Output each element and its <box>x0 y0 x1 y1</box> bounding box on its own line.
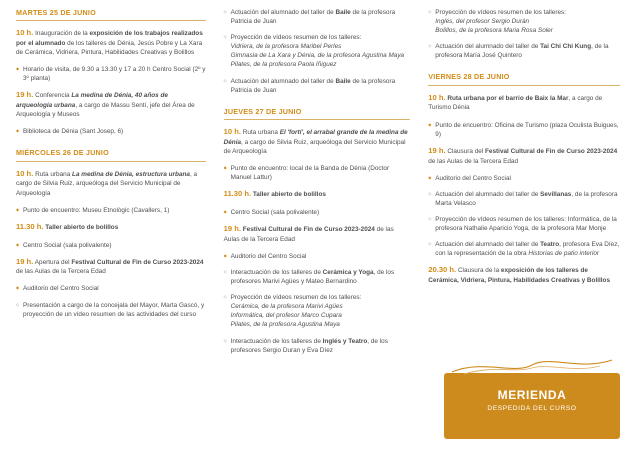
schedule-entry <box>16 257 206 277</box>
day-heading: VIERNES 28 DE JUNIO <box>428 72 510 82</box>
day-block-jueves <box>224 107 411 355</box>
schedule-entry <box>224 127 411 156</box>
day-heading: JUEVES 27 DE JUNIO <box>223 106 302 116</box>
entry-sub-bullet <box>428 190 620 208</box>
continuation-block <box>428 8 620 60</box>
entry-bold: La medina de Dénia, 40 años de arqueología urbana <box>16 92 168 110</box>
entry-lead: Inauguración de la <box>35 30 90 38</box>
entry-bold: Festival Cultural de Fin de Curso 2023-2024 <box>242 226 375 233</box>
merienda-callout <box>444 373 620 439</box>
entry-bullet: ◆ Punto de encuentro: local de la Banda de Dénia (Doctor Manuel Lattur) <box>224 164 411 182</box>
entry-lead: Ruta urbana <box>35 170 73 178</box>
entry-bold: El 'fortí', el arrabal grande de la medina de Dénia <box>223 128 408 146</box>
entry-time: 19 h. <box>223 224 241 233</box>
workshop-line: Gimnasia de La Xara y Dénia, de la profesora Agustina Maya <box>230 52 405 60</box>
entry-bullet: ◆ Centro Social (sala polivalente) <box>16 241 206 250</box>
entry-bold: exposición de los talleres de Cerámica, Vidriera, Pintura, Habilidades Creativas y Bolillos <box>428 267 611 285</box>
day-block-miercoles <box>16 148 206 318</box>
entry-time: 19 h. <box>16 256 34 266</box>
sub-text: Proyección de vídeos resumen de los talleres: <box>230 294 362 302</box>
entry-tail: , a cargo de Turismo Dénia <box>428 94 603 112</box>
entry-sub-bullet <box>428 240 620 258</box>
workshop-line: Pilates, de la profesora Agustina Maya <box>230 321 340 329</box>
entry-bullet: ◆ Auditorio del Centro Social <box>428 174 620 183</box>
sub-bold: Baile <box>335 9 351 16</box>
sub-text: Proyección de vídeos resumen de los talleres: <box>230 34 362 42</box>
sub-bold: Sevillanas <box>540 190 572 198</box>
merienda-title: MERIENDA <box>497 388 567 402</box>
entry-tail: , a cargo de Silvia Ruiz, arqueóloga del Servicio Municipal de Arqueología <box>16 170 198 197</box>
workshop-line: Vidriera, de la profesora Maribel Perles <box>230 43 342 51</box>
column-1 <box>10 8 215 443</box>
entry-tail: de los talleres de Dénia, Jesús Pobre y La Xara de Cerámica, Vidriera, Pintura, Habilidades Creativas y Bolillos <box>16 40 203 57</box>
entry-sub-bullet <box>224 293 411 329</box>
sub-lead: Actuación del alumnado del taller de <box>435 43 541 51</box>
schedule-entry <box>224 224 411 244</box>
entry-lead: Conferencia <box>35 92 72 100</box>
entry-lead: Clausura de la <box>457 267 501 275</box>
entry-bold: Ruta urbana por el barrio de Baix la Mar <box>447 94 569 102</box>
divider <box>16 161 206 162</box>
entry-lead: Apertura del <box>34 258 72 266</box>
entry-bold: Festival Cultural de Fin de Curso 2023-2024 <box>485 147 618 155</box>
schedule-entry <box>224 189 411 200</box>
workshop-line: Inglés, del profesor Sergio Durán <box>435 18 530 26</box>
merienda-subtitle: DESPEDIDA DEL CURSO <box>487 405 577 412</box>
schedule-entry <box>428 93 620 113</box>
entry-sub-bullet <box>224 33 411 69</box>
divider <box>224 119 411 120</box>
entry-tail: , a cargo de Massu Sentí, jefe del Área de Arqueología y Museos <box>16 102 195 119</box>
continuation-block <box>224 8 411 95</box>
entry-time: 10 h. <box>428 92 446 102</box>
entry-sub-bullet <box>428 8 620 35</box>
sub-lead: Actuación del alumnado del taller de <box>230 77 336 85</box>
day-block-viernes <box>428 72 620 285</box>
sub-bold: Cerámica y Yoga <box>322 268 374 276</box>
sub-tail: , de los profesores Sergio Duran y Eva Díez <box>230 337 388 354</box>
workshop-line: Pilates, de la profesora Paola Iñiguez <box>230 61 337 69</box>
entry-sub-bullet: ◇ Proyección de vídeos resumen de los talleres: Informática, de la profesora Nathalie Aparicio Yoga, de la profesora Mar Monje <box>428 215 620 233</box>
entry-bullet: ◆ Centro Social (sala polivalente) <box>224 208 411 217</box>
sub-lead: Actuación del alumnado del taller de <box>435 190 541 198</box>
entry-sub-bullet <box>224 77 411 95</box>
entry-sub-bullet: ◇ Presentación a cargo de la concejala del Mayor, Marta Gascó, y proyección de un vídeo resumen de las actividades del curso <box>16 301 206 319</box>
entry-bold: Taller abierto de bolillos <box>252 191 326 199</box>
schedule-entry <box>16 28 206 57</box>
day-block-martes <box>16 8 206 136</box>
sub-text: Proyección de vídeos resumen de los talleres: <box>435 9 567 16</box>
entry-bullet: ◆ Punto de encuentro: Oficina de Turismo (plaza Oculista Buigues, 9) <box>428 121 620 139</box>
sub-tail: de la profesora Patricia de Juan <box>230 9 396 26</box>
workshop-line: Informática, del profesor Marco Cupara <box>230 312 342 320</box>
entry-time: 19 h. <box>428 145 446 155</box>
entry-tail: de las Aulas de la Tercera Edad <box>428 157 519 165</box>
column-2 <box>215 8 420 443</box>
entry-bold: Taller abierto de bolillos <box>45 223 119 231</box>
schedule-entry <box>16 90 206 119</box>
entry-time: 11.30 h. <box>223 189 252 199</box>
entry-time: 11.30 h. <box>16 221 44 231</box>
entry-time: 10 h. <box>16 28 34 38</box>
sub-lead: Actuación del alumnado del taller de <box>435 241 541 249</box>
schedule-entry <box>428 265 620 285</box>
entry-sub-bullet <box>428 42 620 60</box>
sub-lead: Interactuación de los talleres de <box>230 268 323 276</box>
workshop-line: Bolillos, de la profesora Maria Rosa Soler <box>435 27 553 35</box>
entry-tail: , a cargo de Silvia Ruiz, arqueóloga del Servicio Municipal de Arqueología <box>223 138 406 155</box>
sub-bold: Inglés y Teatro <box>322 337 368 345</box>
sub-tail: , de la profesora Marta Velasco <box>435 190 618 207</box>
entry-sub-bullet <box>224 8 411 26</box>
schedule-entry <box>16 169 206 198</box>
sub-tail: de la profesora Patricia de Juan <box>230 77 396 94</box>
sub-tail: , profesora Eva Díez, con la representación de la obra <box>435 241 620 258</box>
sub-bold: Tai Chi Chi Kung <box>540 43 592 51</box>
entry-time: 10 h. <box>223 126 241 136</box>
sub-tail: , de los profesores Marivi Agües y Mateo Bernardino <box>230 268 395 286</box>
entry-time: 20.30 h. <box>428 265 457 275</box>
entry-bullet: ◆ Auditorio del Centro Social <box>224 252 411 261</box>
entry-bold: La medina de Dénia, estructura urbana <box>72 170 190 178</box>
day-heading: MARTES 25 DE JUNIO <box>16 8 96 17</box>
sub-italic: Historias de patio interior <box>528 250 600 258</box>
sub-bold: Teatro <box>540 241 560 249</box>
entry-bold: Festival Cultural de Fin de Curso 2023-2024 <box>71 258 204 266</box>
entry-sub-bullet <box>224 337 411 355</box>
entry-time: 10 h. <box>16 168 34 178</box>
entry-bullet: ◆ Auditorio del Centro Social <box>16 284 206 293</box>
entry-tail: de las Aulas de la Tercera Edad <box>223 226 394 243</box>
entry-tail: de las Aulas de la Tercera Edad <box>16 268 106 276</box>
entry-bullet: ◆ Punto de encuentro: Museu Etnològic (Cavallers, 1) <box>16 206 206 215</box>
sub-lead: Interactuación de los talleres de <box>230 337 323 345</box>
sub-bold: Baile <box>335 77 351 85</box>
schedule-entry <box>428 146 620 166</box>
workshop-line: Cerámica, de la profesora Marivi Agües <box>230 303 343 311</box>
entry-bullet: ◆ Horario de visita, de 9.30 a 13.30 y 17 a 20 h Centro Social (2º y 3º planta) <box>16 65 206 83</box>
entry-bold: exposición de los trabajos realizados por el alumnado <box>16 30 203 47</box>
sub-tail: , de la profesora María José Quintero <box>435 43 609 60</box>
schedule-entry <box>16 222 206 233</box>
entry-lead: Clausura del <box>447 147 486 155</box>
entry-time: 19 h. <box>16 90 34 100</box>
entry-sub-bullet <box>224 268 411 286</box>
entry-lead: Ruta urbana <box>242 128 280 136</box>
divider <box>428 85 620 86</box>
divider <box>16 20 206 21</box>
entry-bullet: ◆ Biblioteca de Dénia (Sant Josep, 6) <box>16 127 206 136</box>
day-heading: MIÉRCOLES 26 DE JUNIO <box>16 148 109 158</box>
sub-lead: Actuación del alumnado del taller de <box>230 9 336 16</box>
